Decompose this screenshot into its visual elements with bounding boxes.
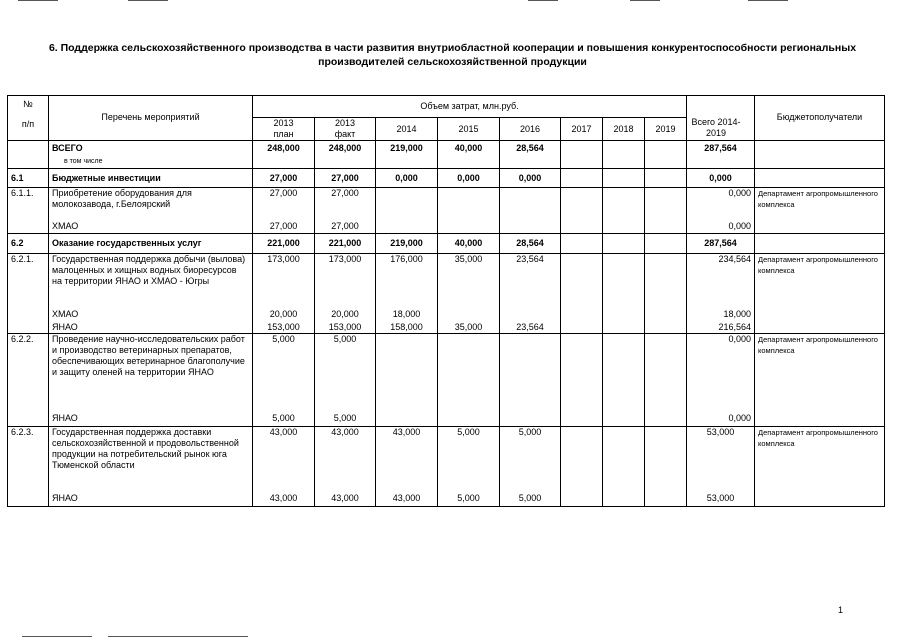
header-2018: 2018 [603, 118, 645, 141]
table-row-total: ВСЕГО в том числе 248,000 248,000 219,000 40,000 28,564 287,564 [8, 141, 885, 169]
header-recipients: Бюджетополучатели [755, 96, 885, 141]
table-row-item: 6.2.2. Проведение научно-исследовательских работ и производство ветеринарных препаратов, обеспечивающих ветеринарное благополучие и защиту оленей на территории ЯНАО ЯНАО 5,000 5,000 5,000 5,000 0,000 0,000 Департамент агропромышленного комплекса [8, 334, 885, 427]
header-2016: 2016 [500, 118, 561, 141]
header-2019: 2019 [645, 118, 687, 141]
table-row-section: 6.2 Оказание государственных услуг 221,000 221,000 219,000 40,000 28,564 287,564 [8, 234, 885, 254]
header-2013-fact: 2013 факт [315, 118, 376, 141]
table-header-row [8, 96, 885, 118]
page-number: 1 [838, 605, 844, 615]
header-number: № п/п [8, 96, 49, 141]
header-2013-plan: 2013 план [253, 118, 315, 141]
header-2015: 2015 [438, 118, 500, 141]
table-row-section: 6.1 Бюджетные инвестиции 27,000 27,000 0,000 0,000 0,000 0,000 [8, 169, 885, 188]
expenses-table [7, 95, 885, 507]
table-row-item: 6.2.3. Государственная поддержка доставки сельскохозяйственной и продовольственной продукции на потребительский рынок юга Тюменской области ЯНАО 43,000 43,000 43,000 43,000 43,000 43,000 5,000 5,000 5,000 5,000 53,000 53,000 Департамент агропромышленного комплекса [8, 427, 885, 507]
header-2014: 2014 [376, 118, 438, 141]
total-label: ВСЕГО в том числе [49, 141, 253, 169]
header-list: Перечень мероприятий [49, 96, 253, 141]
header-volume: Объем затрат, млн.руб. [253, 96, 687, 118]
table-row-item: 6.2.1. Государственная поддержка добычи (вылова) малоценных и хищных водных биоресурсов на территории ЯНАО и ХМАО - Югры ХМАО ЯНАО 173,000 20,000 153,000 173,000 20,000 153,000 176,000 18,000 158,000 35,000 35,000 23,564 23,564 234,564 18,000 216,564 Департамент агропромышленного комплекса [8, 254, 885, 334]
header-2017: 2017 [561, 118, 603, 141]
table-row-item: 6.1.1. Приобретение оборудования для молокозавода, г.Белоярский ХМАО 27,000 27,000 27,000 27,000 0,000 0,000 Департамент агропромышленного комплекса [8, 188, 885, 234]
section-title: 6. Поддержка сельскохозяйственного производства в части развития внутриобластной кооперации и повышения конкурентоспособности региональных производителей сельскохозяйственной продукции [48, 42, 857, 68]
header-total: Всего 2014-2019 [691, 117, 741, 138]
